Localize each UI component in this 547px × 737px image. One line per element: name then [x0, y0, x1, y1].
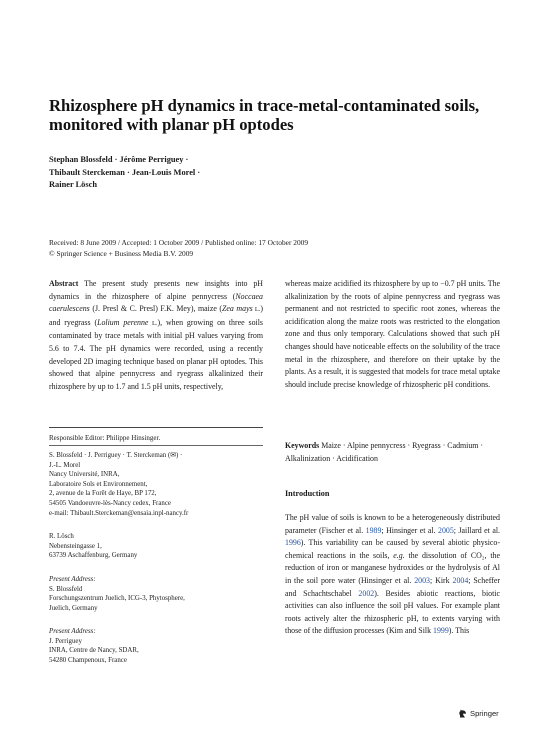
affiliation-line: Nancy Université, INRA, [49, 471, 120, 479]
citation-link[interactable]: 1996 [285, 538, 301, 548]
species-name: Zea mays [222, 304, 253, 314]
citation-link[interactable]: 2002 [358, 588, 375, 598]
author-line: Thibault Sterckeman · Jean-Louis Morel · [49, 167, 201, 177]
citation-link[interactable]: 2003 [414, 575, 430, 585]
knight-icon [458, 708, 467, 718]
affiliation-line: R. Lösch [49, 533, 74, 540]
affiliation-block [49, 627, 279, 665]
keywords-label: Keywords [285, 441, 320, 450]
copyright-line: © Springer Science + Business Media B.V. 2009 [49, 248, 194, 258]
body-text: ; Hinsinger et al. [381, 525, 439, 535]
affiliation-line: 2, avenue de la Forêt de Haye, BP 172, [49, 490, 157, 498]
authority: L. [252, 306, 261, 314]
abstract-text: ) and ryegrass ( [49, 304, 263, 327]
abstract-text: The present study presents new insights into pH dynamics in the rhizosphere of alpine pennycress ( [49, 279, 263, 301]
present-address-label: Present Address: [49, 628, 96, 635]
section-heading: Introduction [285, 489, 330, 498]
abstract-left [49, 278, 263, 393]
body-text: ). This variability can be caused by several abiotic physico-chemical reactions in the soils, [285, 538, 500, 560]
affiliation-line: Laboratoire Sols et Environnement, [49, 480, 148, 488]
affiliation-line: 54505 Vandoeuvre-lès-Nancy cedex, France [49, 499, 171, 507]
responsible-editor: Responsible Editor: Philippe Hinsinger. [49, 434, 161, 442]
introduction-paragraph [285, 512, 500, 638]
affiliation-line: S. Blossfeld [49, 585, 83, 593]
body-text: ). Besides abiotic reactions, biotic activities can also influence the soil pH values. For example plant roots actively alter the rhizospheric pH, to extents varying with those of the diffusion processes (Kim and Silk [285, 588, 500, 636]
species-name: Lolium perenne [97, 317, 149, 327]
author-list [49, 154, 309, 192]
affiliation-block [49, 451, 279, 518]
affiliation-line: INRA, Centre de Nancy, SDAR, [49, 647, 139, 655]
citation-link[interactable]: 1989 [365, 525, 382, 535]
email-link[interactable]: e-mail: Thibault.Sterckeman@ensaia.inpl-nancy.fr [49, 509, 189, 517]
affiliation-block [49, 575, 279, 613]
keywords-list: Maize · Alpine pennycress · Ryegrass · Cadmium · Alkalinization · Acidification [285, 441, 484, 463]
present-address-label: Present Address: [49, 576, 96, 583]
citation-link[interactable]: 1999 [433, 626, 449, 636]
authority: L. [148, 319, 158, 327]
affiliation-line: 54280 Champenoux, France [49, 656, 127, 664]
affiliation-line: Forschungszentrum Juelich, ICG-3, Phytosphere, [49, 595, 185, 603]
affiliation-line: 63739 Aschaffenburg, Germany [49, 552, 138, 560]
history-dates: Received: 8 June 2009 / Accepted: 1 October 2009 / Published online: 17 October 2009 [49, 238, 309, 247]
affiliation-block [49, 532, 279, 561]
affiliation-line: J. Perriguey [49, 637, 82, 645]
affiliation-line: S. Blossfeld · J. Perriguey · T. Sterckeman (✉) · [49, 452, 183, 459]
publisher-logo [458, 708, 499, 718]
author-line: Stephan Blossfeld · Jérôme Perriguey · [49, 155, 189, 164]
keywords [285, 440, 500, 465]
abstract-text: (J. Presl & C. Presl) F.K. Mey), maize ( [89, 304, 223, 314]
body-text: The pH value of soils is known to be a heterogeneously distributed parameter (Fischer et al. [285, 513, 500, 535]
body-text: ; Jaillard et al. [453, 525, 500, 535]
body-text: e.g. [393, 550, 405, 560]
affiliation-line: J.-L. Morel [49, 461, 81, 469]
citation-link[interactable]: 2005 [438, 525, 454, 535]
affiliation-line: Nebensteingasse 1, [49, 542, 102, 550]
body-text: ; Scheffer and Schachtschabel [285, 575, 500, 598]
footnote-divider [49, 445, 263, 446]
footnote-divider [49, 427, 263, 428]
author-line: Rainer Lösch [49, 180, 98, 190]
species-name: Noccaea caerulescens [49, 291, 263, 314]
publication-dates [49, 238, 469, 259]
body-text: ; Kirk [430, 575, 453, 585]
abstract-right: whereas maize acidified its rhizosphere by up to −0.7 pH units. The alkalinization by the roots of alpine pennycress and ryegrass was permanent and not restricted to specific root zones, whereas the acidification along the maize roots was restricted to the elongation zone and thus only temporary. Calculations showed that such pH changes should have noticeable effects on the solubility of the trace metal in the rhizosphere, and therefore on their uptake by the plants. As a result, it is suggested that models for trace metal uptake should include precise knowledge of rhizospheric pH conditions. [285, 279, 500, 389]
article-title: Rhizosphere pH dynamics in trace-metal-contaminated soils, monitored with planar pH optodes [49, 96, 480, 134]
citation-link[interactable]: 2004 [452, 575, 469, 585]
body-text: ). This [448, 626, 470, 636]
publisher-name: Springer [470, 708, 499, 718]
affiliation-line: Juelich, Germany [49, 604, 98, 612]
abstract-heading: Abstract [49, 279, 79, 288]
abstract-text: ), when growing on three soils contaminated by trace metals with initial pH values varying from 5.6 to 7.4. The pH dynamics were recorded, using a recently developed 2D imaging technique based on planar pH optodes. This showed that alpine pennycress and ryegrass alkalinized their rhizosphere by up to 1.7 and 1.5 pH units, respectively, [49, 317, 263, 391]
body-text: the dissolution of CO₂, the reduction of iron or manganese hydroxides or the hydrolysis of Al in the soil pore water (Hinsinger et al. [285, 550, 500, 585]
